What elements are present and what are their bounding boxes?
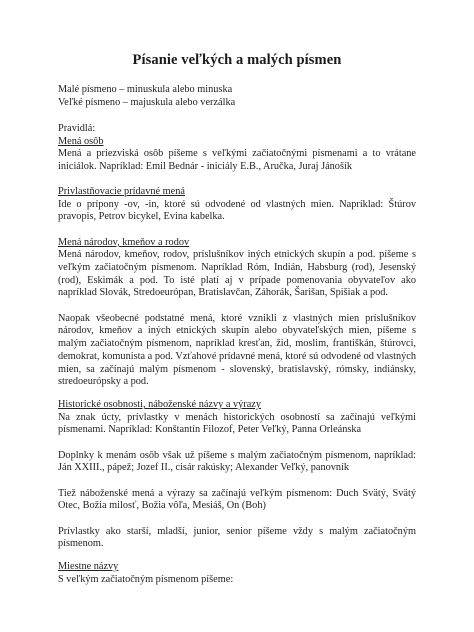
section-heading: Historické osobnosti, náboženské názvy a výrazy: [58, 399, 262, 410]
section-heading: Mená osôb: [58, 135, 104, 147]
section-historical-religious: [58, 399, 416, 551]
paragraph: Na znak úcty, prívlastky v menách historických osobností sa začínajú veľkými písmenami. Napríklad: Konštantín Filozof, Peter Veľký, Panna Orleánska: [58, 411, 416, 436]
section-possessive-adjectives: [58, 186, 416, 224]
paragraph: Naopak všeobecné podstatné mená, ktoré vznikli z vlastných mien príslušníkov národov, kmeňov a iných etnických skupín alebo obyvateľských mien, píšeme s malým začiatočným písmenom, napríklad kresťan, žid, moslim, františkán, štúrovci, demokrat, komunista a pod. Vzťahové prídavné mená, ktoré sú odvodené od vlastných mien, sa začínajú malým písmenom - slovenský, bratislavský, rómsky, indiánsky, stredoeurópsky a pod.: [58, 312, 416, 388]
definition-minuscule: Malé písmeno – minuskula alebo minuska: [58, 84, 233, 95]
section-heading: Mená národov, kmeňov a rodov: [58, 236, 190, 248]
section-names-of-persons: [58, 136, 416, 174]
section-heading: Miestne názvy: [58, 561, 119, 572]
paragraph: S veľkým začiatočným písmenom píšeme:: [58, 573, 234, 585]
definitions: [58, 83, 416, 109]
paragraph: Mená národov, kmeňov, rodov, príslušníkov iných etnických skupín a pod. píšeme s veľkým začiatočným písmenom. Napríklad Róm, Indián, Habsburg (rod), Jesenský (rod), Eskimák a pod. To isté platí aj v prípade pomenovania obyvateľov ako napríklad Slovák, Stredoeurópan, Bratislavčan, Záhorák, Šarišan, Spišiak a pod.: [58, 249, 416, 299]
paragraph: Prívlastky ako starší, mladší, junior, senior píšeme vždy s malým začiatočným písmenom.: [58, 525, 416, 550]
paragraph: Mená a priezviská osôb píšeme s veľkými začiatočnými písmenami a to vrátane iniciálok. Napríklad: Emil Bednár - iniciály E.B., Aručka, Juraj Jánošík: [58, 148, 416, 172]
definition-majuscule: Veľké písmeno – majuskula alebo verzálka: [58, 97, 236, 108]
rules-label: Pravidlá:: [58, 123, 96, 134]
page-title: Písanie veľkých a malých písmen: [132, 52, 342, 68]
paragraph: Doplnky k menám osôb však už píšeme s malým začiatočným písmenom, napríklad: Ján XXIII., pápež; Jozef II., cisár rakúsky; Alexander Veľký, panovník: [58, 449, 416, 474]
paragraph: Tiež náboženské mená a výrazy sa začínajú veľkým písmenom: Duch Svätý, Svätý Otec, Božia milosť, Božia vôľa, Mesiáš, On (Boh): [58, 487, 416, 512]
paragraph: Ide o prípony -ov, -in, ktoré sú odvodené od vlastných mien. Napríklad: Štúrov pravopis, Petrov bicykel, Evina kabelka.: [58, 198, 416, 223]
section-nations-tribes-clans: [58, 237, 416, 389]
section-place-names: [58, 561, 416, 586]
section-heading: Privlastňovacie prídavné mená: [58, 186, 185, 198]
